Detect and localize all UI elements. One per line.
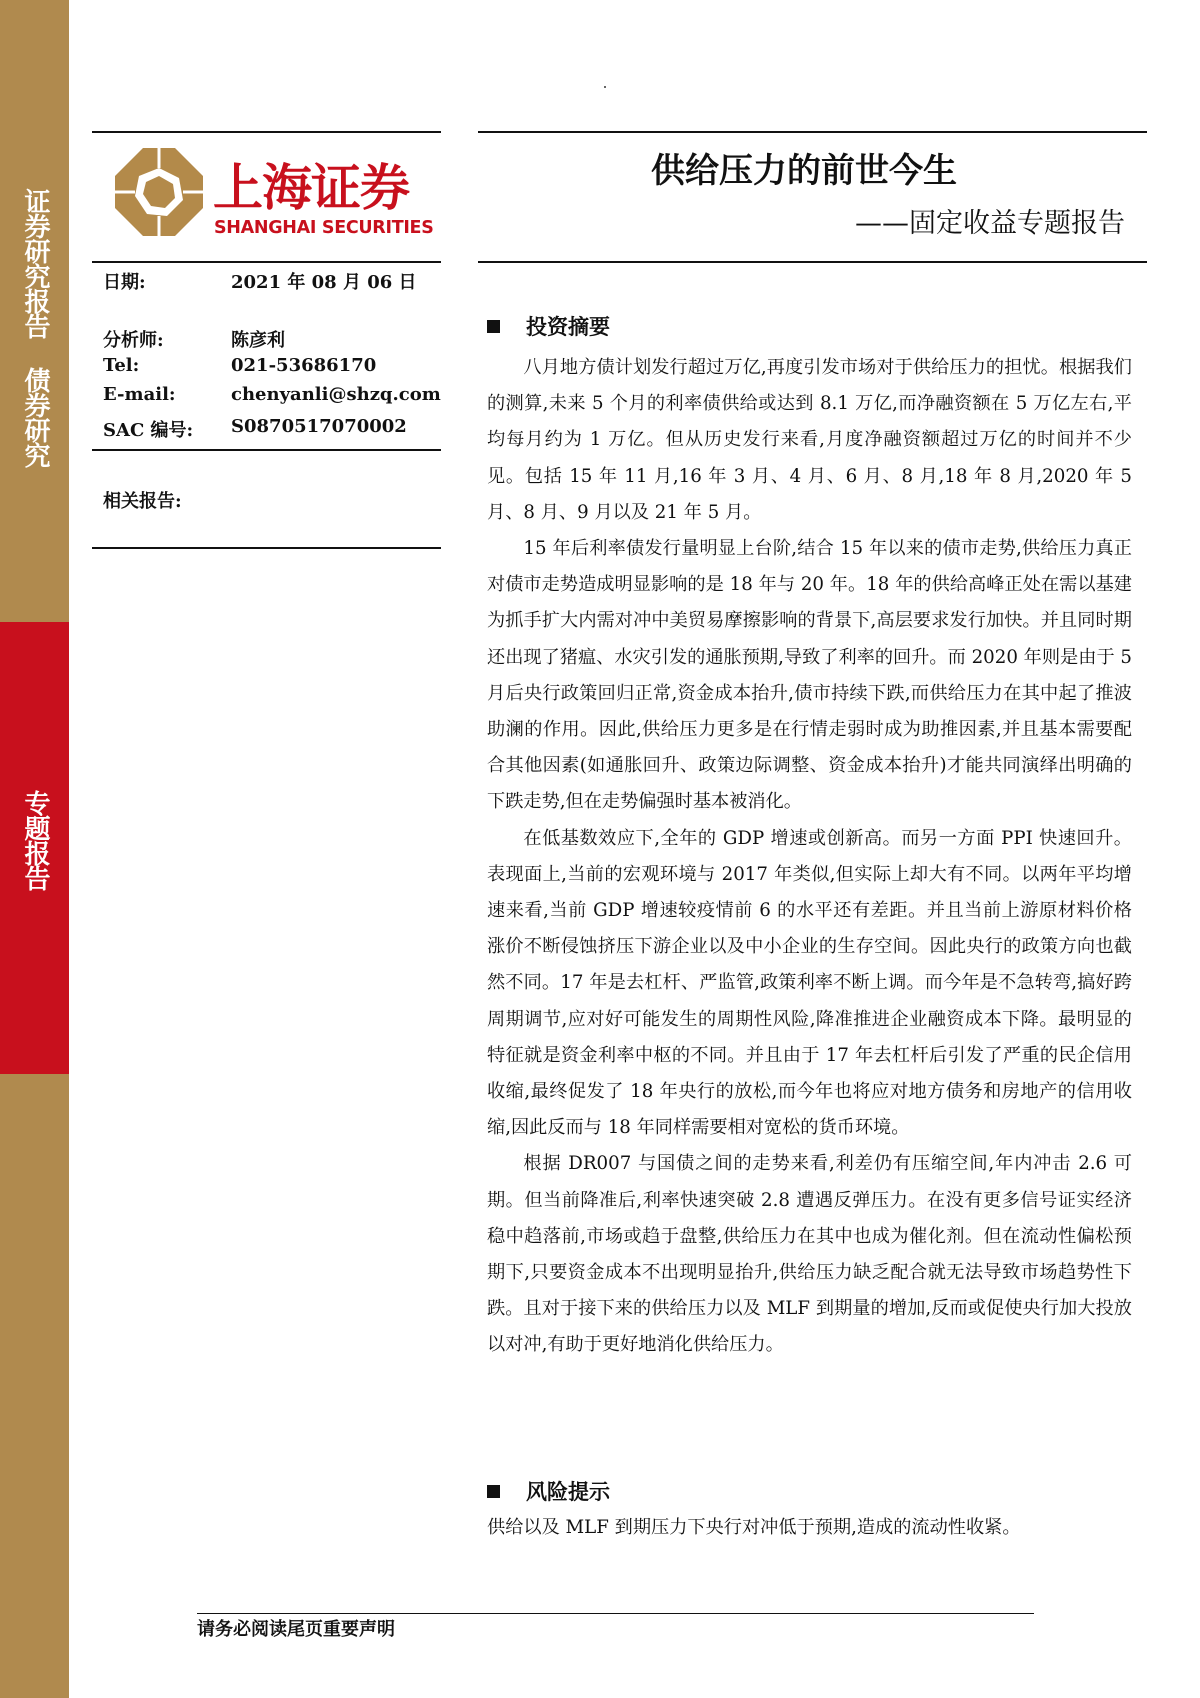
- company-logo-icon: [113, 146, 205, 238]
- email-value[interactable]: chenyanli@shzq.com: [231, 384, 441, 405]
- summary-paragraph: 15 年后利率债发行量明显上台阶,结合 15 年以来的债市走势,供给压力真正对债市走势造成明显影响的是 18 年与 20 年。18 年的供给高峰正处在需以基建为抓手扩大内需对冲中美贸易摩擦影响的背景下,高层要求发行加快。并且同时期还出现了猪瘟、水灾引发的通胀预期,导致了利率的回升。而 2020 年则是由于 5 月后央行政策回归正常,资金成本抬升,债市持续下跌,而供给压力在其中起了推波助澜的作用。因此,供给压力更多是在行情走弱时成为助推因素,并且基本需要配合其他因素(如通胀回升、政策边际调整、资金成本抬升)才能共同演绎出明确的下跌走势,但在走势偏强时基本被消化。: [487, 538, 1132, 813]
- divider: [478, 261, 1147, 263]
- summary-heading: [487, 311, 610, 341]
- sac-label: SAC 编号:: [103, 420, 194, 441]
- summary-body: [487, 350, 1132, 1364]
- bullet-square-icon: [487, 1485, 500, 1498]
- bullet-square-icon: [487, 320, 500, 333]
- company-name-en: SHANGHAI SECURITIES: [214, 218, 434, 238]
- summary-heading-text: 投资摘要: [526, 315, 610, 339]
- divider: [478, 131, 1147, 133]
- report-subtitle: ——固定收益专题报告: [855, 208, 1125, 239]
- sidebar-type-label: 专题报告: [20, 790, 50, 890]
- summary-paragraph: 在低基数效应下,全年的 GDP 增速或创新高。而另一方面 PPI 快速回升。表现面上,当前的宏观环境与 2017 年类似,但实际上却大有不同。以两年平均增速来看,当前 GDP 增速较疫情前 6 的水平还有差距。并且当前上游原材料价格涨价不断侵蚀挤压下游企业以及中小企业的生存空间。因此央行的政策方向也截然不同。17 年是去杠杆、严监管,政策利率不断上调。而今年是不急转弯,搞好跨周期调节,应对好可能发生的周期性风险,降准推进企业融资成本下降。最明显的特征就是资金利率中枢的不同。并且由于 17 年去杠杆后引发了严重的民企信用收缩,最终促发了 18 年央行的放松,而今年也将应对地方债务和房地产的信用收缩,因此反而与 18 年同样需要相对宽松的货币环境。: [487, 827, 1132, 1139]
- decorative-dot: [604, 86, 606, 88]
- footer-notice: 请务必阅读尾页重要声明: [197, 1619, 395, 1640]
- related-reports-label: 相关报告:: [103, 491, 182, 512]
- analyst-label: 分析师:: [103, 330, 164, 351]
- company-name-cn: 上海证券: [213, 159, 409, 217]
- date-value: 2021 年 08 月 06 日: [231, 272, 417, 293]
- divider: [92, 261, 441, 263]
- email-label: E-mail:: [103, 384, 176, 405]
- summary-paragraph: 八月地方债计划发行超过万亿,再度引发市场对于供给压力的担忧。根据我们的测算,未来 5 个月的利率债供给或达到 8.1 万亿,而净融资额在 5 万亿左右,平均每月约为 1 万亿。但从历史发行来看,月度净融资额超过万亿的时间并不少见。包括 15 年 11 月,16 年 3 月、4 月、6 月、8 月,18 年 8 月,2020 年 5 月、8 月、9 月以及 21 年 5 月。: [487, 357, 1132, 523]
- divider: [92, 131, 441, 133]
- divider: [197, 1613, 1034, 1614]
- summary-paragraph: 根据 DR007 与国债之间的走势来看,利差仍有压缩空间,年内冲击 2.6 可期。但当前降准后,利率快速突破 2.8 遭遇反弹压力。在没有更多信号证实经济稳中趋落前,市场或趋于盘整,供给压力在其中也成为催化剂。但在流动性偏松预期下,只要资金成本不出现明显抬升,供给压力缺乏配合就无法导致市场趋势性下跌。且对于接下来的供给压力以及 MLF 到期量的增加,反而或促使央行加大投放以对冲,有助于更好地消化供给压力。: [487, 1153, 1132, 1356]
- risk-body: 供给以及 MLF 到期压力下央行对冲低于预期,造成的流动性收紧。: [487, 1517, 1021, 1538]
- divider: [92, 449, 441, 451]
- report-title: 供给压力的前世今生: [651, 151, 957, 191]
- sidebar-category-label: 证券研究报告 债券研究: [20, 188, 50, 467]
- divider: [92, 547, 441, 549]
- risk-heading-text: 风险提示: [526, 1480, 610, 1504]
- date-label: 日期:: [103, 272, 146, 293]
- sac-value: S0870517070002: [231, 416, 407, 437]
- analyst-value: 陈彦利: [231, 330, 285, 351]
- tel-label: Tel:: [103, 355, 140, 376]
- risk-heading: [487, 1476, 610, 1506]
- tel-value: 021-53686170: [231, 355, 377, 376]
